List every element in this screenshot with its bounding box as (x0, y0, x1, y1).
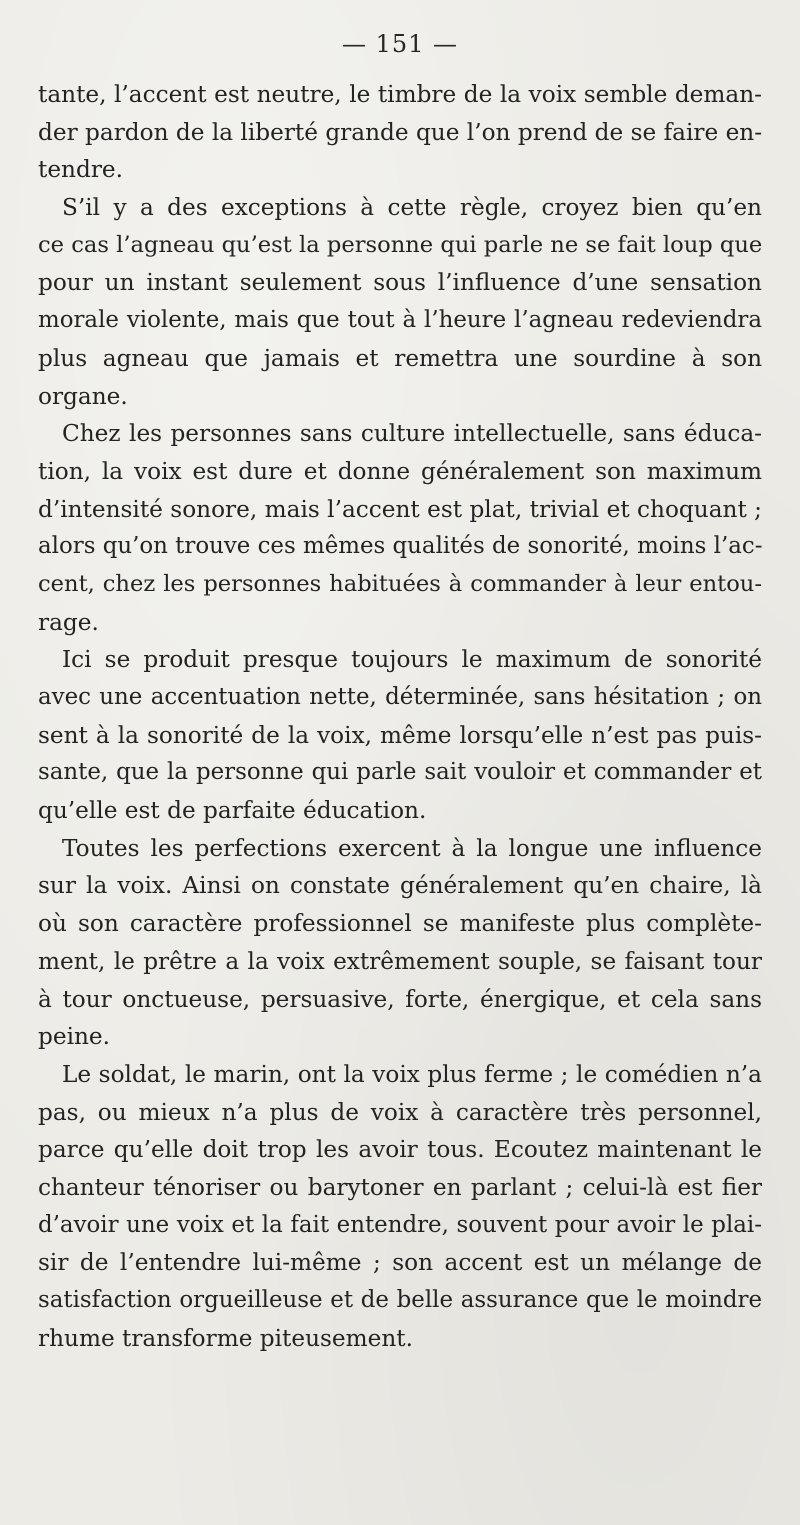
text-line: rage. (38, 608, 99, 636)
paragraph (38, 76, 762, 189)
text-line: sante, que la personne qui parle sait vouloir et commander et (38, 759, 762, 786)
text-line: pas, ou mieux n’a plus de voix à caractère très personnel, (38, 1098, 762, 1126)
text-line: d’avoir une voix et la fait entendre, souvent pour avoir le plai- (38, 1211, 762, 1238)
text-line: Le soldat, le marin, ont la voix plus ferme ; le comédien n’a (62, 1060, 762, 1088)
text-line: alors qu’on trouve ces mêmes qualités de sonorité, moins l’ac- (38, 533, 762, 560)
text-line: organe. (38, 382, 128, 410)
paragraph (38, 641, 762, 829)
text-line: Chez les personnes sans culture intellectuelle, sans éduca- (62, 420, 762, 448)
text-line: sent à la sonorité de la voix, même lorsqu’elle n’est pas puis- (38, 721, 762, 749)
text-line: cent, chez les personnes habituées à commander à leur entou- (38, 570, 762, 597)
paragraph (38, 415, 762, 641)
text-line: d’intensité sonore, mais l’accent est plat, trivial et choquant ; (38, 495, 762, 523)
text-line: avec une accentuation nette, déterminée, sans hésitation ; on (38, 684, 762, 710)
paragraph (38, 830, 762, 1056)
text-line: satisfaction orgueilleuse et de belle assurance que le moindre (38, 1287, 762, 1313)
text-line: chanteur ténoriser ou barytoner en parlant ; celui-là est fier (38, 1173, 762, 1201)
text-line: Toutes les perfections exercent à la longue une influence (62, 834, 762, 862)
paragraph (38, 189, 762, 415)
text-line: sir de l’entendre lui-même ; son accent est un mélange de (38, 1249, 762, 1277)
text-line: pour un instant seulement sous l’influence d’une sensation (38, 269, 762, 297)
text-line: parce qu’elle doit trop les avoir tous. Ecoutez maintenant le (38, 1136, 762, 1164)
text-line: tendre. (38, 156, 123, 184)
text-line: morale violente, mais que tout à l’heure l’agneau redeviendra (38, 307, 762, 334)
text-line: rhume transforme piteusement. (38, 1324, 413, 1352)
body-text (38, 76, 762, 1357)
text-line: S’il y a des exceptions à cette règle, croyez bien qu’en (62, 194, 762, 222)
text-line: peine. (38, 1023, 111, 1051)
text-line: sur la voix. Ainsi on constate généralement qu’en chaire, là (38, 872, 762, 900)
text-line: ce cas l’agneau qu’est la personne qui parle ne se fait loup que (38, 231, 762, 258)
text-line: tion, la voix est dure et donne généralement son maximum (38, 457, 762, 485)
text-line: à tour onctueuse, persuasive, forte, énergique, et cela sans (38, 985, 762, 1013)
text-line: où son caractère professionnel se manifeste plus complète- (38, 910, 762, 938)
paragraph (38, 1056, 762, 1358)
text-line: qu’elle est de parfaite éducation. (38, 797, 427, 825)
text-line: der pardon de la liberté grande que l’on prend de se faire en- (38, 118, 762, 146)
text-line: ment, le prêtre a la voix extrêmement souple, se faisant tour (38, 947, 762, 975)
text-line: Ici se produit presque toujours le maximum de sonorité (62, 646, 762, 674)
text-line: plus agneau que jamais et remettra une sourdine à son (38, 344, 762, 372)
page-number: — 151 — (341, 30, 459, 58)
text-line: tante, l’accent est neutre, le timbre de la voix semble deman- (38, 81, 762, 108)
